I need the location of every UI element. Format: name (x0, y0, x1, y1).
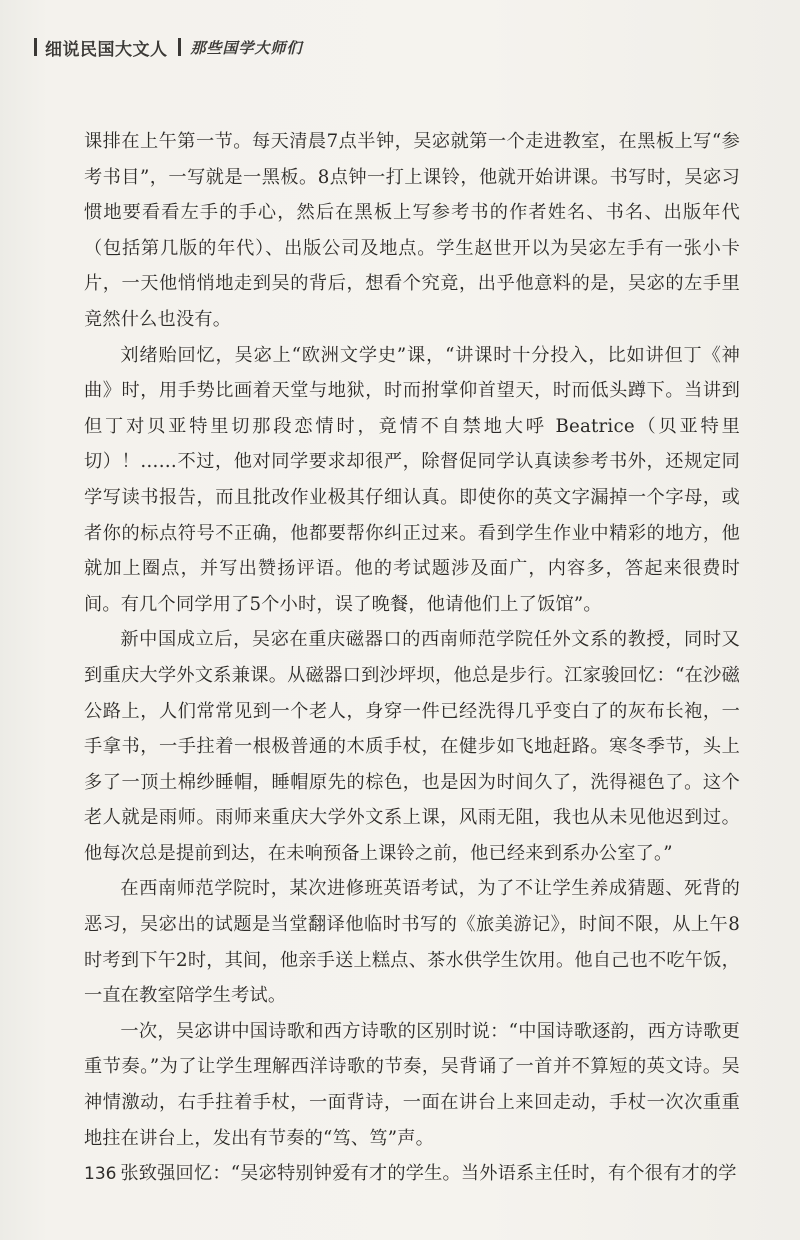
header-divider-middle (178, 38, 181, 56)
page-number: 136 (84, 1164, 117, 1184)
paragraph: 新中国成立后，吴宓在重庆磁器口的西南师范学院任外文系的教授，同时又到重庆大学外文系兼课。从磁器口到沙坪坝，他总是步行。江家骏回忆：“在沙磁公路上，人们常常见到一个老人，身穿一件已经洗得几乎变白了的灰布长袍，一手拿书，一手拄着一根极普通的木质手杖，在健步如飞地赶路。寒冬季节，头上多了一顶土棉纱睡帽，睡帽原先的棕色，也是因为时间久了，洗得褪色了。这个老人就是雨师。雨师来重庆大学外文系上课，风雨无阻，我也从未见他迟到过。他每次总是提前到达，在未响预备上课铃之前，他已经来到系办公室了。” (84, 629, 740, 864)
paragraph-continued: 课排在上午第一节。每天清晨7点半钟，吴宓就第一个走进教室，在黑板上写“参考书目”，一写就是一黑板。8点钟一打上课铃，他就开始讲课。书写时，吴宓习惯地要看看左手的手心，然后在黑板上写参考书的作者姓名、书名、出版年代（包括第几版的年代）、出版公司及地点。学生赵世开以为吴宓左手有一张小卡片，一天他悄悄地走到吴的背后，想看个究竟，出乎他意料的是，吴宓的左手里竟然什么也没有。 (84, 131, 740, 330)
chapter-title: 那些国学大师们 (190, 38, 303, 57)
paragraph: 刘绪贻回忆，吴宓上“欧洲文学史”课，“讲课时十分投入，比如讲但丁《神曲》时，用手势比画着天堂与地狱，时而拊掌仰首望天，时而低头蹲下。当讲到但丁对贝亚特里切那段恋情时，竟情不自禁地大呼 Beatrice（贝亚特里切）！……不过，他对同学要求却很严，除督促同学认真读参考书外，还规定同学写读书报告，而且批改作业极其仔细认真。即使你的英文字漏掉一个字母，或者你的标点符号不正确，他都要帮你纠正过来。看到学生作业中精彩的地方，他就加上圈点，并写出赞扬评语。他的考试题涉及面广，内容多，答起来很费时间。有几个同学用了5个小时，误了晚餐，他请他们上了饭馆”。 (84, 344, 740, 615)
running-header (34, 34, 303, 60)
header-divider-left (34, 38, 37, 56)
paragraph: 在西南师范学院时，某次进修班英语考试，为了不让学生养成猜题、死背的恶习，吴宓出的试题是当堂翻译他临时书写的《旅美游记》，时间不限，从上午8时考到下午2时，其间，他亲手送上糕点、茶水供学生饮用。他自己也不吃午饭，一直在教室陪学生考试。 (84, 878, 740, 1007)
body-text (84, 124, 740, 1192)
paragraph: 张致强回忆：“吴宓特别钟爱有才的学生。当外语系主任时，有个很有才的学 (120, 1163, 737, 1185)
paragraph: 一次，吴宓讲中国诗歌和西方诗歌的区别时说：“中国诗歌逐韵，西方诗歌更重节奏。”为了让学生理解西洋诗歌的节奏，吴背诵了一首并不算短的英文诗。吴神情激动，右手拄着手杖，一面背诗，一面在讲台上来回走动，手杖一次次重重地拄在讲台上，发出有节奏的“笃、笃”声。 (84, 1020, 740, 1149)
series-title: 细说民国大文人 (45, 39, 168, 60)
